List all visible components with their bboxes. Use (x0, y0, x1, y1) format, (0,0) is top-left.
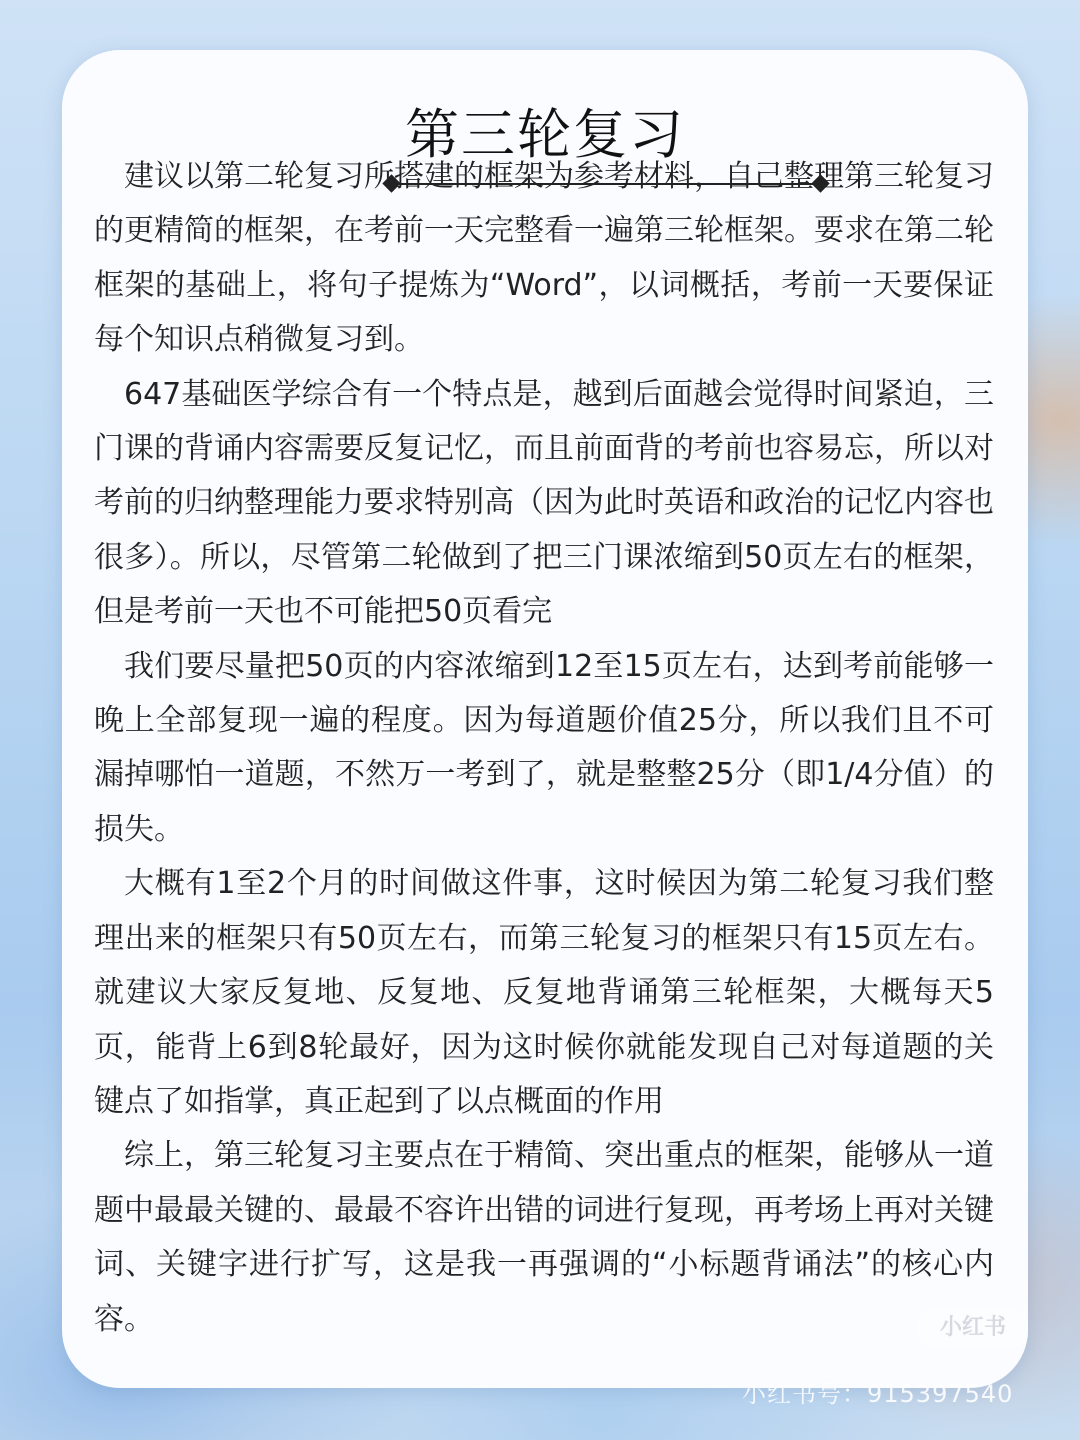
article-body (94, 150, 994, 1347)
paragraph: 我们要尽量把50页的内容浓缩到12至15页左右，达到考前能够一晚上全部复现一遍的程度。因为每道题价值25分，所以我们且不可漏掉哪怕一道题，不然万一考到了，就是整整25分（即1/4分值）的损失。 (94, 648, 994, 847)
page-title: 第三轮复习 (405, 103, 685, 166)
xiaohongshu-logo-watermark: 小红书 (918, 1310, 1028, 1346)
paragraph: 建议以第二轮复习所搭建的框架为参考材料，自己整理第三轮复习的更精简的框架，在考前一天完整看一遍第三轮框架。要求在第二轮框架的基础上，将句子提炼为“Word”，以词概括，考前一天要保证每个知识点稍微复习到。 (94, 159, 994, 358)
account-id-watermark: 小红书号：915397540 (742, 1380, 1014, 1408)
paragraph: 综上，第三轮复习主要点在于精简、突出重点的框架，能够从一道题中最最关键的、最最不容许出错的词进行复现，再考场上再对关键词、关键字进行扩写，这是我一再强调的“小标题背诵法”的核心内容。 (94, 1138, 994, 1337)
paragraph: 647基础医学综合有一个特点是，越到后面越会觉得时间紧迫，三门课的背诵内容需要反复记忆，而且前面背的考前也容易忘，所以对考前的归纳整理能力要求特别高（因为此时英语和政治的记忆内容也很多）。所以，尽管第二轮做到了把三门课浓缩到50页左右的框架，但是考前一天也不可能把50页看完 (94, 376, 994, 630)
paragraph: 大概有1至2个月的时间做这件事，这时候因为第二轮复习我们整理出来的框架只有50页左右，而第三轮复习的框架只有15页左右。就建议大家反复地、反复地、反复地背诵第三轮框架，大概每天5页，能背上6到8轮最好，因为这时候你就能发现自己对每道题的关键点了如指掌，真正起到了以点概面的作用 (94, 866, 994, 1119)
